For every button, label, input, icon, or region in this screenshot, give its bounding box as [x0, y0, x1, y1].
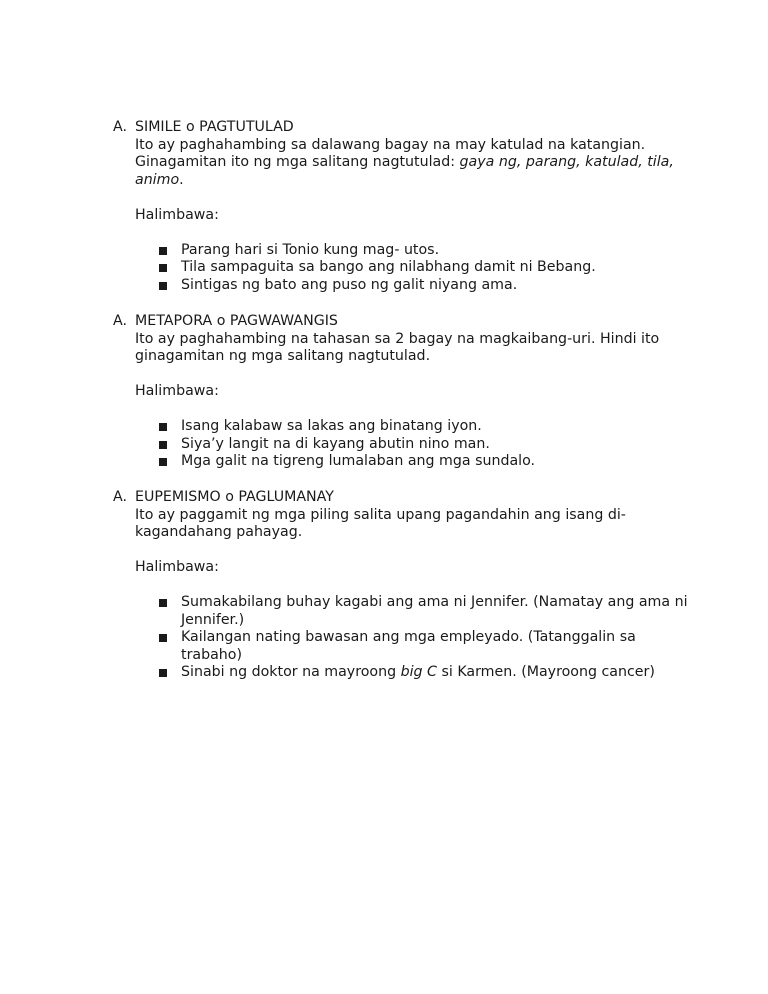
- example-text-part: Sinabi ng doktor na mayroong: [181, 664, 401, 680]
- square-bullet-icon: [159, 423, 167, 431]
- example-label: Halimbawa:: [135, 206, 219, 223]
- description-end: .: [179, 171, 184, 188]
- section-description: [113, 137, 693, 190]
- example-text: Sumakabilang buhay kagabi ang ama ni Jennifer. (Namatay ang ama ni Jennifer.): [181, 594, 688, 628]
- example-list: [113, 594, 693, 682]
- list-item: [157, 418, 693, 436]
- section-heading: [113, 313, 693, 331]
- example-text-part: si Karmen. (Mayroong cancer): [436, 664, 655, 680]
- section-title: SIMILE o PAGTUTULAD: [135, 119, 294, 135]
- section-title: METAPORA o PAGWAWANGIS: [135, 313, 338, 329]
- example-list: [113, 242, 693, 295]
- description-text: Ito ay paghahambing sa dalawang bagay na may katulad na katangian. Ginagamitan ito ng mga salitang nagtutulad:: [135, 136, 646, 170]
- list-item: [157, 629, 693, 664]
- list-marker: A.: [113, 119, 127, 135]
- square-bullet-icon: [159, 441, 167, 449]
- list-item: [157, 664, 693, 682]
- square-bullet-icon: [159, 458, 167, 466]
- section-simile: [113, 119, 693, 294]
- example-label: Halimbawa:: [135, 383, 219, 399]
- example-text: Sintigas ng bato ang puso ng galit niyang ama.: [181, 276, 518, 293]
- example-label: Halimbawa:: [135, 559, 219, 575]
- example-text: Parang hari si Tonio kung mag- utos.: [181, 241, 440, 258]
- square-bullet-icon: [159, 599, 167, 607]
- example-text: Siya’y langit na di kayang abutin nino man.: [181, 435, 490, 452]
- example-italic-text: big C: [400, 664, 437, 680]
- list-item: [157, 259, 693, 277]
- example-text: [181, 664, 655, 680]
- section-metapora: [113, 313, 693, 471]
- list-marker: A.: [113, 489, 127, 505]
- list-item: [157, 453, 693, 471]
- example-text: Isang kalabaw sa lakas ang binatang iyon.: [181, 418, 482, 434]
- example-list: [113, 418, 693, 471]
- description-italic-text: gaya ng, parang, katulad, tila, animo: [135, 154, 674, 188]
- section-eupemismo: [113, 489, 693, 682]
- square-bullet-icon: [159, 282, 167, 290]
- square-bullet-icon: [159, 247, 167, 255]
- list-item: [157, 277, 693, 295]
- section-description: Ito ay paghahambing na tahasan sa 2 bagay na magkaibang-uri. Hindi ito ginagamitan ng mga salitang nagtutulad.: [135, 330, 660, 364]
- list-marker: A.: [113, 313, 127, 329]
- example-text: Mga galit na tigreng lumalaban ang mga sundalo.: [181, 453, 536, 469]
- example-text: Kailangan nating bawasan ang mga empleyado. (Tatanggalin sa trabaho): [181, 629, 636, 663]
- list-item: [157, 242, 693, 260]
- example-text: Tila sampaguita sa bango ang nilabhang damit ni Bebang.: [181, 259, 596, 275]
- list-item: [157, 594, 693, 629]
- section-title: EUPEMISMO o PAGLUMANAY: [135, 489, 334, 505]
- square-bullet-icon: [159, 634, 167, 642]
- square-bullet-icon: [159, 264, 167, 272]
- list-item: [157, 436, 693, 454]
- section-heading: [113, 489, 693, 507]
- section-heading: [113, 119, 693, 137]
- section-description: Ito ay paggamit ng mga piling salita upang pagandahin ang isang di-kagandahang pahayag.: [135, 506, 626, 540]
- square-bullet-icon: [159, 669, 167, 677]
